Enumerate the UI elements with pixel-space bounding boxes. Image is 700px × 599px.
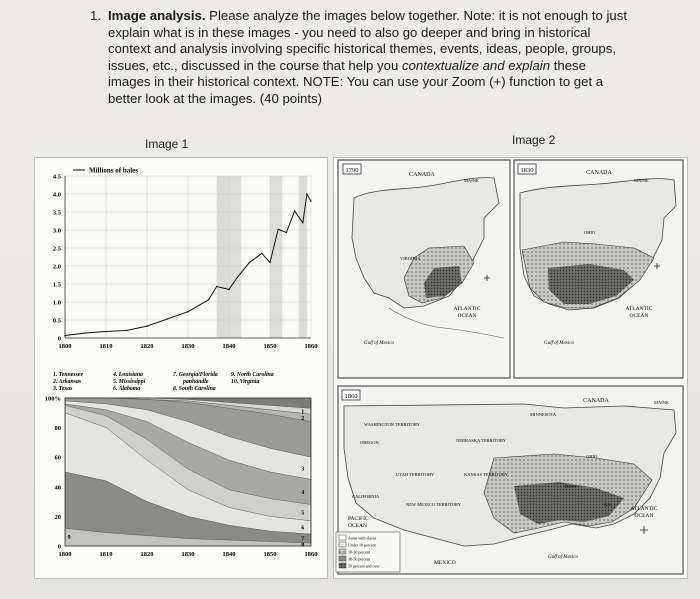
state-legend-item: 8. South Carolina bbox=[173, 386, 216, 392]
map-legend bbox=[336, 532, 400, 572]
x-tick-label: 1840 bbox=[222, 551, 236, 558]
data-point bbox=[126, 330, 127, 331]
y-tick-label: 0.5 bbox=[52, 317, 61, 325]
data-point bbox=[187, 311, 188, 312]
map-1860-new-mexico: NEW MEXICO TERRITORY bbox=[406, 502, 462, 507]
map-1860-pacific-ocean: OCEAN bbox=[348, 523, 367, 529]
data-point bbox=[302, 222, 303, 223]
band-label: 1 bbox=[301, 409, 305, 416]
map-1860-utah: UTAH TERRITORY bbox=[396, 472, 435, 477]
data-point bbox=[85, 332, 86, 333]
cotton-production-line-chart bbox=[53, 167, 318, 351]
data-point bbox=[278, 229, 279, 230]
data-point bbox=[64, 335, 65, 336]
x-tick-label: 1860 bbox=[304, 343, 318, 350]
map-1860-oregon: OREGON bbox=[360, 440, 379, 445]
state-legend-item: 6. Alabama bbox=[113, 386, 141, 392]
y-tick-label: 1.5 bbox=[52, 281, 61, 289]
map-1860-kansas: KANSAS TERRITORY bbox=[464, 472, 508, 477]
map-1790-canada: CANADA bbox=[409, 172, 435, 178]
data-point bbox=[146, 325, 147, 326]
y-tick-label: 4.5 bbox=[52, 173, 61, 181]
data-point bbox=[269, 262, 270, 263]
image1-panel bbox=[34, 157, 328, 579]
x-tick-label: 1840 bbox=[222, 343, 236, 350]
map-1790 bbox=[338, 160, 510, 378]
state-legend-item: 5. Mississippi bbox=[113, 379, 146, 385]
map-1860-ocean: OCEAN bbox=[634, 513, 654, 519]
map-legend-item: 10-30 percent bbox=[348, 549, 371, 555]
x-tick-label: 1850 bbox=[263, 551, 277, 558]
data-point bbox=[294, 210, 295, 211]
map-1860-maine: MAINE bbox=[654, 400, 669, 405]
band-label: 8 bbox=[301, 542, 305, 549]
map-1790-maine: MAINE bbox=[464, 178, 479, 183]
y-tick-label: 2.5 bbox=[52, 245, 61, 253]
x-tick-label: 1830 bbox=[181, 343, 195, 350]
data-point bbox=[310, 201, 311, 202]
image2-panel bbox=[333, 157, 688, 579]
map-1830-canada: CANADA bbox=[586, 170, 612, 176]
map-legend-item: Under 10 percent bbox=[348, 542, 376, 548]
question-body: Please analyze the images below together. Note: it is not enough to just explain what is in these images - you need to also go deeper and bring in historical context and analysis involving specific historical themes, events, ideas, people, groups, issues, etc., discussed in the course that help you bbox=[108, 8, 628, 73]
y-tick-label: 1.0 bbox=[52, 299, 61, 307]
y-tick-label: 40 bbox=[54, 484, 61, 492]
y-tick-label: 0 bbox=[57, 335, 61, 343]
legend-label: Millions of bales bbox=[89, 166, 139, 175]
band-label: 2 bbox=[301, 415, 305, 422]
y-tick-label: 2.0 bbox=[52, 263, 61, 271]
map-1790-atlantic: ATLANTIC bbox=[453, 306, 481, 312]
map-1830-year: 1830 bbox=[520, 167, 534, 174]
x-tick-label: 1860 bbox=[304, 551, 318, 558]
image2-label: Image 2 bbox=[512, 133, 556, 147]
x-tick-label: 1820 bbox=[140, 343, 154, 350]
state-share-area-chart bbox=[45, 396, 318, 559]
band-label: 9 bbox=[67, 535, 71, 542]
state-legend-item: 9. North Carolina bbox=[231, 372, 274, 378]
map-1860-california: CALIFORNIA bbox=[352, 494, 380, 499]
data-point bbox=[105, 331, 106, 332]
map-1860-minnesota: MINNESOTA bbox=[530, 412, 557, 417]
data-point bbox=[216, 286, 217, 287]
x-tick-label: 1810 bbox=[99, 343, 113, 350]
y-tick-label: 0 bbox=[57, 543, 61, 551]
y-tick-label: 3.5 bbox=[52, 209, 61, 217]
map-1860-washington: WASHINGTON TERRITORY bbox=[364, 422, 420, 427]
map-legend-item: 30-50 percent bbox=[348, 556, 371, 562]
map-1830-ocean: OCEAN bbox=[629, 313, 649, 319]
map-1860-tenn: TENN. bbox=[564, 484, 578, 489]
question-tail: these images in their historical context. NOTE: You can use your Zoom (+) function to get a better look at the images. (40 points) bbox=[108, 57, 604, 106]
x-tick-label: 1830 bbox=[181, 551, 195, 558]
state-legend-item: 2. Arkansas bbox=[53, 379, 82, 385]
question-title: Image analysis. bbox=[108, 8, 206, 23]
x-tick-label: 1810 bbox=[99, 551, 113, 558]
state-legend-list bbox=[52, 372, 274, 392]
state-legend-item: panhandle bbox=[183, 379, 209, 385]
map-1860-canada: CANADA bbox=[583, 398, 609, 404]
map-1860-ohio: OHIO bbox=[586, 454, 598, 459]
map-1860-gulf: Gulf of Mexico bbox=[548, 555, 578, 560]
x-tick-label: 1850 bbox=[263, 343, 277, 350]
y-tick-label: 100% bbox=[44, 395, 61, 403]
map-1790-year: 1790 bbox=[345, 167, 359, 174]
state-legend-item: 10. Virginia bbox=[231, 379, 260, 385]
x-tick-label: 1820 bbox=[140, 551, 154, 558]
map-1830 bbox=[514, 160, 683, 378]
map-legend-item: 50 percent and over bbox=[348, 563, 380, 569]
map-1790-gulf: Gulf of Mexico bbox=[364, 341, 394, 346]
y-tick-label: 60 bbox=[54, 454, 61, 462]
map-1830-maine: MAINE bbox=[634, 178, 649, 183]
image2-maps bbox=[334, 158, 687, 578]
map-1830-atlantic: ATLANTIC bbox=[625, 306, 653, 312]
map-1860-pacific: PACIFIC bbox=[348, 516, 369, 522]
map-1790-ocean: OCEAN bbox=[457, 313, 477, 319]
x-tick-label: 1800 bbox=[58, 343, 72, 350]
state-legend-item: 1. Tennessee bbox=[53, 372, 84, 378]
y-tick-label: 4.0 bbox=[52, 191, 61, 199]
data-point bbox=[306, 193, 307, 194]
band-label: 6 bbox=[301, 525, 305, 532]
band-label: 7 bbox=[301, 536, 305, 543]
data-point bbox=[237, 277, 238, 278]
band-label: 3 bbox=[301, 466, 305, 473]
band-label: 4 bbox=[301, 489, 305, 496]
map-1790-virginia: VIRGINIA bbox=[400, 256, 421, 261]
question-emphasis: contextualize and explain bbox=[401, 57, 551, 73]
map-1860-year: 1860 bbox=[344, 393, 358, 400]
state-legend-item: 3. Texas bbox=[53, 386, 73, 392]
y-tick-label: 80 bbox=[54, 425, 61, 433]
question-text bbox=[108, 8, 628, 108]
data-point bbox=[249, 262, 250, 263]
map-1830-ohio: OHIO bbox=[584, 230, 596, 235]
map-1860-atlantic: ATLANTIC bbox=[630, 506, 658, 512]
y-tick-label: 3.0 bbox=[52, 227, 61, 235]
data-point bbox=[286, 232, 287, 233]
map-legend-item: Areas with slaves bbox=[348, 535, 377, 541]
data-point bbox=[208, 299, 209, 300]
map-1830-gulf: Gulf of Mexico bbox=[544, 341, 574, 346]
state-legend-item: 7. Georgia/Florida bbox=[173, 372, 218, 378]
image1-chart bbox=[35, 158, 327, 578]
x-tick-label: 1800 bbox=[58, 551, 72, 558]
data-point bbox=[261, 253, 262, 254]
data-point bbox=[167, 318, 168, 319]
map-1860-ga: GA. bbox=[604, 502, 612, 507]
question-number: 1. bbox=[90, 8, 101, 23]
y-tick-label: 20 bbox=[54, 513, 61, 521]
state-legend-item: 4. Louisiana bbox=[113, 372, 143, 378]
image1-label: Image 1 bbox=[145, 137, 189, 151]
band-label: 5 bbox=[301, 510, 305, 517]
map-1860 bbox=[336, 386, 683, 574]
data-point bbox=[228, 289, 229, 290]
map-1860-nebraska: NEBRASKA TERRITORY bbox=[456, 438, 506, 443]
map-1860-mexico: MEXICO bbox=[434, 560, 456, 566]
